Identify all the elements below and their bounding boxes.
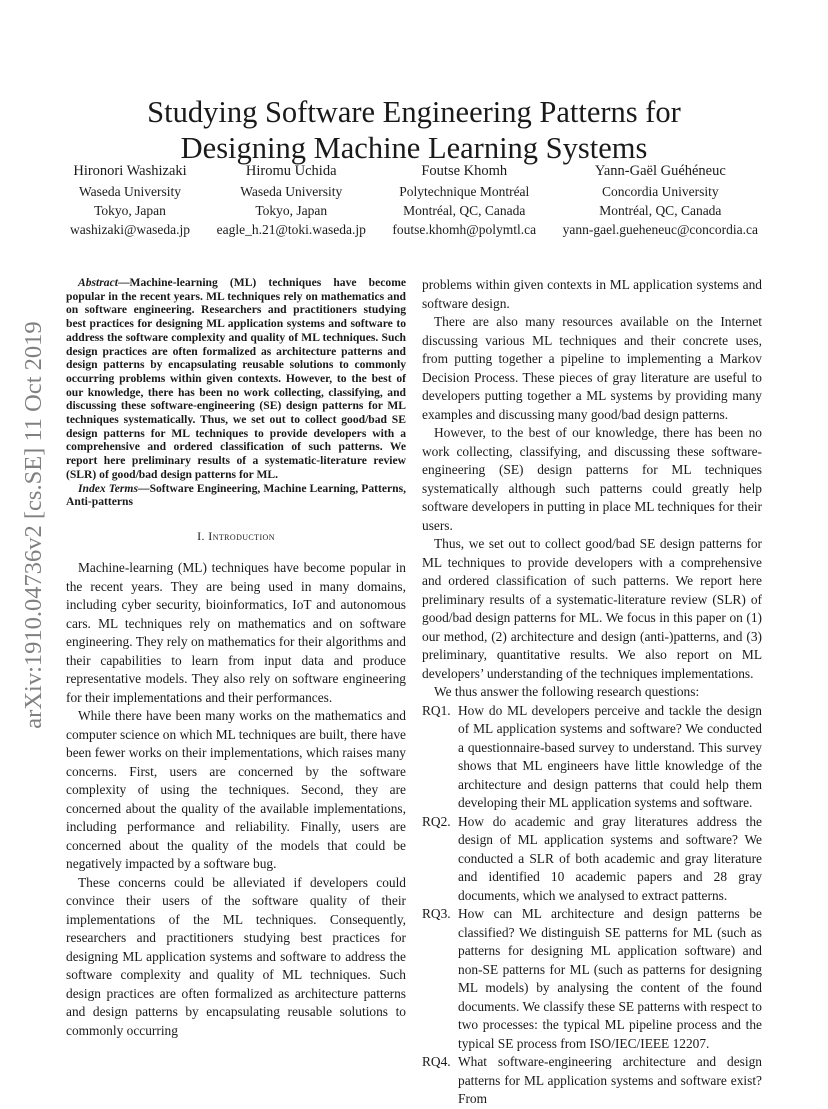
title-line-2: Designing Machine Learning Systems: [180, 131, 648, 166]
list-item: [422, 905, 762, 1053]
list-item: [422, 702, 762, 813]
intro-paragraph-2: While there have been many works on the mathematics and computer science on which ML techniques are built, there have been fewer works on their implementations, which raises many concerns. First, users are concerned by the software complexity of using the techniques. Second, they are concerned about the quality of the available implementations, including performance and reliability. Finally, users are concerned about the quality of the models that could be negatively impacted by a software bug.: [66, 708, 406, 872]
rq-label: RQ2.: [422, 813, 451, 829]
rq-text: What software-engineering architecture and design patterns for ML application systems and software exist? From: [458, 1054, 762, 1106]
author-email: yann-gael.gueheneuc@concordia.ca: [562, 222, 758, 237]
index-terms-label: Index Terms: [78, 481, 138, 495]
right-column: [422, 276, 762, 1109]
author-name: Foutse Khomh: [421, 163, 508, 179]
research-questions-list: [422, 702, 762, 1109]
paper-title: [60, 94, 768, 166]
intro-paragraph-5: However, to the best of our knowledge, there has been no work collecting, classifying, and discussing these software-engineering (SE) design patterns for ML techniques systematically although such patterns could greatly help software developers in putting in place ML techniques for their users.: [422, 425, 762, 533]
abstract-text: —Machine-learning (ML) techniques have become popular in the recent years. ML techniques rely on mathematics and on software engineering. Researchers and practitioners studying best practices for designing ML application systems and software to address the software complexity and quality of ML techniques. Such design practices are often formalized as architecture patterns and design patterns by encapsulating reusable solutions to commonly occurring problems within given contexts. However, to the best of our knowledge, there has been no work collecting, classifying, and discussing these software-engineering (SE) design patterns for ML techniques systematically. Thus, we set out to collect good/bad SE design patterns for ML techniques to provide developers with a comprehensive and ordered classification of such patterns. We report here preliminary results of a systematic-literature review (SLR) of good/bad design patterns for ML.: [66, 276, 406, 481]
left-column: [66, 276, 406, 1040]
author-3: [392, 162, 536, 239]
title-line-1: Studying Software Engineering Patterns for: [147, 95, 681, 130]
author-name: Hiromu Uchida: [245, 163, 337, 179]
list-item: [422, 1053, 762, 1109]
abstract-paragraph: [66, 276, 406, 482]
author-location: Montréal, QC, Canada: [599, 203, 722, 218]
index-terms-text: —Software Engineering, Machine Learning, Patterns, Anti-patterns: [66, 481, 406, 509]
rq-label: RQ1.: [422, 702, 451, 718]
rq-text: How do ML developers perceive and tackle the design of ML application systems and software? We conducted a questionnaire-based survey to understand. This survey shows that ML engineers have little knowledge of the architecture and design patterns that could help them developing their ML application systems and software.: [458, 702, 762, 810]
author-location: Tokyo, Japan: [94, 203, 166, 218]
author-4: [563, 162, 758, 239]
author-affiliation: Polytechnique Montréal: [399, 184, 530, 199]
author-email: washizaki@waseda.jp: [70, 222, 191, 237]
rq-label: RQ4.: [422, 1054, 451, 1069]
author-1: [70, 162, 190, 239]
intro-paragraph-7: We thus answer the following research questions:: [434, 684, 700, 699]
section-heading-introduction: I. Introduction: [197, 528, 275, 543]
author-location: Montréal, QC, Canada: [403, 203, 526, 218]
arxiv-watermark: [14, 290, 54, 760]
author-2: [217, 162, 366, 239]
rq-text: How do academic and gray literatures address the design of ML application systems and software? We conducted a SLR of both academic and gray literature and identified 10 academic papers and 28 gray documents, which we analysed to extract patterns.: [458, 813, 762, 903]
author-affiliation: Waseda University: [79, 184, 182, 199]
author-name: Yann-Gaël Guéhéneuc: [594, 163, 726, 179]
intro-paragraph-3: These concerns could be alleviated if developers could convince their users of the software quality of their implementations of the ML techniques. Consequently, researchers and practitioners studying best practices for designing ML application systems and software to address the software complexity and quality of ML techniques. Such design practices are often formalized as architecture patterns and design patterns by encapsulating reusable solutions to commonly occurring: [66, 874, 406, 1038]
abstract: [66, 276, 406, 482]
author-affiliation: Waseda University: [240, 184, 343, 199]
continued-paragraph: problems within given contexts in ML application systems and software design.: [422, 277, 762, 311]
author-name: Hironori Washizaki: [73, 163, 187, 179]
list-item: [422, 813, 762, 906]
index-terms: [66, 482, 406, 509]
abstract-label: Abstract: [78, 276, 118, 289]
arxiv-identifier: arXiv:1910.04736v2 [cs.SE] 11 Oct 2019: [20, 321, 47, 729]
intro-paragraph-4: There are also many resources available on the Internet discussing various ML techniques and their concrete uses, from putting together a pipeline to implementing a Markov Decision Process. These pieces of gray literature are useful to developers putting together a ML systems by providing many examples and discussing many good/bad design patterns.: [422, 314, 762, 422]
rq-text: How can ML architecture and design patterns be classified? We distinguish SE patterns for ML (such as patterns for designing ML application software) and non-SE patterns for ML (such as patterns for designing ML models) by analysing the content of the found documents. We classify these SE patterns with respect to two processes: the typical ML pipeline process and the typical SE process from ISO/IEC/IEEE 12207.: [458, 906, 762, 1051]
intro-paragraph-1: Machine-learning (ML) techniques have become popular in the recent years. They are being used in many domains, including cyber security, bioinformatics, IoT and autonomous cars. ML techniques rely on mathematics and on software engineering. They rely on mathematics for their algorithms and their capabilities to learn from input data and produce representative models. They also rely on software engineering for their implementations and their performances.: [66, 560, 406, 705]
intro-paragraph-6: Thus, we set out to collect good/bad SE design patterns for ML techniques to provide developers with a comprehensive and ordered classification of such patterns. We report here preliminary results of a systematic-literature review (SLR) of good/bad design patterns for ML. We focus in this paper on (1) our method, (2) architecture and design (anti-)patterns, and (3) preliminary, quantitative results. We also report on ML developers’ understanding of the techniques implementations.: [422, 536, 762, 681]
author-email: foutse.khomh@polymtl.ca: [392, 222, 537, 237]
rq-label: RQ3.: [422, 906, 451, 921]
author-location: Tokyo, Japan: [255, 203, 328, 218]
author-email: eagle_h.21@toki.waseda.jp: [216, 222, 366, 237]
author-affiliation: Concordia University: [602, 184, 719, 199]
author-block: [70, 162, 758, 239]
